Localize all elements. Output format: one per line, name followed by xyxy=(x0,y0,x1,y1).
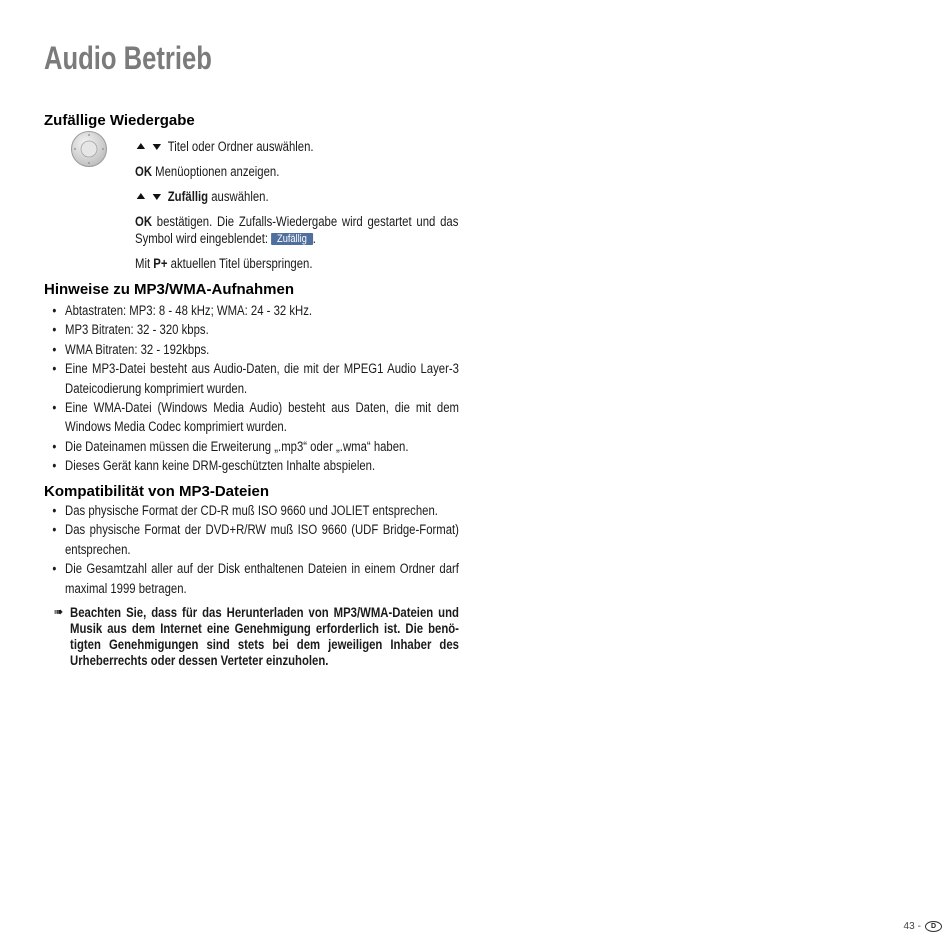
step-prefix: Mit xyxy=(135,256,151,271)
list-item xyxy=(44,340,459,359)
key-label: P+ xyxy=(153,256,168,271)
arrow-down-icon xyxy=(153,144,161,150)
section-heading-random-play: Zufällige Wiedergabe xyxy=(44,112,195,129)
list-item xyxy=(44,359,459,398)
note-line: tigten Genehmigungen sind stets bei dem jeweiligen Inhaber des xyxy=(70,637,459,652)
page-number-separator: - xyxy=(917,920,921,932)
note-body xyxy=(44,605,459,669)
list-item xyxy=(44,320,459,339)
step-text-end: . xyxy=(312,231,316,246)
arrow-down-icon xyxy=(153,194,161,200)
step-line xyxy=(135,213,458,230)
arrow-up-icon xyxy=(137,193,145,199)
key-label: OK xyxy=(135,214,153,229)
list-item xyxy=(44,398,459,437)
note-line: Beachten Sie, dass für das Herunterladen von MP3/WMA-Dateien und xyxy=(70,605,459,620)
list-item-line: • Das physische Format der CD-R muß ISO 9660 und JOLIET entsprechen. xyxy=(65,503,438,518)
note-arrow-icon: ➠ xyxy=(54,605,64,620)
list-item-line: • Eine WMA-Datei (Windows Media Audio) besteht aus Daten, die mit dem xyxy=(65,400,459,416)
list-item-line: Windows Media Codec komprimiert wurden. xyxy=(65,419,287,435)
random-play-steps xyxy=(135,138,458,280)
list-item xyxy=(44,520,459,559)
language-badge: D xyxy=(925,921,942,932)
step-text: Titel oder Ordner auswählen. xyxy=(167,139,314,154)
list-item xyxy=(44,501,459,520)
step-5 xyxy=(135,255,458,272)
step-text: Symbol wird eingeblendet: xyxy=(135,231,269,246)
key-label: OK xyxy=(135,164,153,179)
compatibility-list xyxy=(44,501,459,598)
list-item-line: • WMA Bitraten: 32 - 192kbps. xyxy=(65,341,210,357)
step-text: aktuellen Titel überspringen. xyxy=(170,256,313,271)
list-item-line: • Dieses Gerät kann keine DRM-geschützten Inhalte abspielen. xyxy=(65,458,376,474)
random-play-symbol: Zufällig xyxy=(271,233,313,245)
list-item xyxy=(44,301,459,320)
step-2 xyxy=(135,163,458,180)
step-text: auswählen. xyxy=(211,189,269,204)
step-3 xyxy=(135,188,458,205)
note-line: Urheberrechts oder dessen Verteter einzuholen. xyxy=(70,653,329,668)
list-item-line: • Die Dateinamen müssen die Erweiterung „.mp3“ oder „.wma“ haben. xyxy=(65,438,409,454)
step-line xyxy=(135,230,458,247)
mp3-wma-hints-list xyxy=(44,301,459,476)
list-item xyxy=(44,437,459,456)
section-heading-compatibility: Kompatibilität von MP3-Dateien xyxy=(44,483,270,500)
option-name: Zufällig xyxy=(167,189,209,204)
list-item xyxy=(44,559,459,598)
list-item-line: • Die Gesamtzahl aller auf der Disk enthaltenen Dateien in einem Ordner darf xyxy=(65,561,459,577)
remote-control-icon xyxy=(70,130,108,168)
list-item xyxy=(44,456,459,475)
list-item-line: Dateicodierung komprimiert wurden. xyxy=(65,380,248,396)
list-item-line: maximal 1999 betragen. xyxy=(65,580,187,596)
arrow-up-icon xyxy=(137,143,145,149)
section-heading-hints: Hinweise zu MP3/WMA-Aufnahmen xyxy=(44,281,295,298)
copyright-note xyxy=(44,605,459,669)
note-line: Musik aus dem Internet eine Genehmigung erforderlich ist. Die benö- xyxy=(70,621,459,636)
list-item-line: • MP3 Bitraten: 32 - 320 kbps. xyxy=(65,322,209,338)
step-1 xyxy=(135,138,458,155)
step-text: bestätigen. Die Zufalls-Wiedergabe wird gestartet und das xyxy=(156,214,459,229)
list-item-line: entsprechen. xyxy=(65,541,131,557)
page-title: Audio Betrieb xyxy=(44,40,212,76)
list-item-line: • Eine MP3-Datei besteht aus Audio-Daten, die mit der MPEG1 Audio Layer-3 xyxy=(65,361,459,377)
page-footer xyxy=(904,920,942,932)
list-item-line: • Abtastraten: MP3: 8 - 48 kHz; WMA: 24 - 32 kHz. xyxy=(65,303,313,318)
page-number: 43 xyxy=(903,920,915,932)
step-4 xyxy=(135,213,458,247)
list-item-line: • Das physische Format der DVD+R/RW muß ISO 9660 (UDF Bridge-Format) xyxy=(65,522,459,538)
step-text: Menüoptionen anzeigen. xyxy=(155,164,280,179)
